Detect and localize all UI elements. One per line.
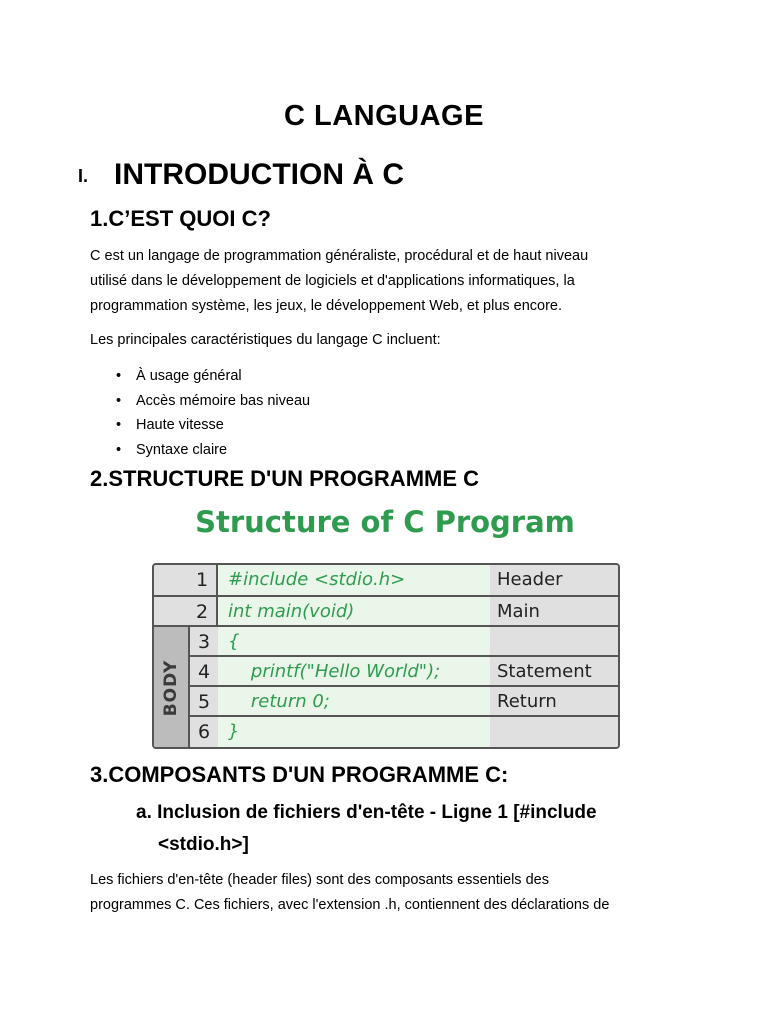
document-title: C LANGUAGE [284, 100, 484, 132]
paragraph-line: C est un langage de programmation généraliste, procédural et de haut niveau [90, 248, 589, 264]
list-item: • À usage général [112, 364, 310, 389]
code-line: int main(void) [218, 597, 500, 627]
line-number: 2 [188, 597, 218, 627]
code-line: } [218, 717, 500, 747]
paragraph-line: programmation système, les jeux, le développement Web, et plus encore. [90, 298, 563, 314]
line-description: Main [490, 597, 620, 627]
table-row [154, 595, 618, 627]
line-description [490, 627, 620, 657]
list-item: • Accès mémoire bas niveau [112, 389, 310, 414]
features-list [112, 364, 310, 462]
component-heading-line: <stdio.h>] [158, 834, 249, 855]
header-files-paragraph [90, 868, 680, 918]
line-number: 1 [188, 565, 218, 595]
table-row [154, 565, 618, 595]
section-number: I. [78, 165, 89, 186]
body-label: BODY [161, 659, 181, 717]
features-intro: Les principales caractéristiques du langage C incluent: [90, 332, 441, 348]
subsection-heading-3: 3.COMPOSANTS D'UN PROGRAMME C: [90, 762, 509, 787]
list-item: • Haute vitesse [112, 413, 310, 438]
program-structure-figure [150, 505, 620, 750]
line-number: 6 [190, 717, 220, 747]
paragraph-line: Les fichiers d'en-tête (header files) sont des composants essentiels des [90, 872, 549, 888]
line-description: Header [490, 565, 620, 595]
table-row [190, 685, 618, 717]
table-row [154, 625, 618, 657]
table-row [190, 715, 618, 747]
component-heading-a [136, 797, 656, 861]
section-title: INTRODUCTION À C [114, 158, 404, 191]
code-structure-table [152, 563, 620, 749]
list-item: • Syntaxe claire [112, 438, 310, 463]
section-heading [78, 158, 404, 192]
line-description: Return [490, 687, 620, 717]
code-line: printf("Hello World"); [218, 657, 500, 687]
intro-paragraph [90, 244, 680, 319]
line-description: Statement [490, 657, 620, 687]
subsection-heading-2: 2.STRUCTURE D'UN PROGRAMME C [90, 466, 480, 491]
code-line: #include <stdio.h> [218, 565, 500, 595]
line-number: 3 [190, 627, 220, 657]
figure-title: Structure of C Program [195, 505, 575, 539]
line-description [490, 717, 620, 747]
line-number: 5 [190, 687, 220, 717]
paragraph-line: utilisé dans le développement de logiciels et d'applications informatiques, la [90, 273, 575, 289]
code-line: { [218, 627, 500, 657]
component-heading-line: a. Inclusion de fichiers d'en-tête - Ligne 1 [#include [136, 802, 597, 823]
paragraph-line: programmes C. Ces fichiers, avec l'extension .h, contiennent des déclarations de [90, 897, 610, 913]
subsection-heading-1: 1.C’EST QUOI C? [90, 206, 271, 231]
table-row [190, 655, 618, 687]
code-line: return 0; [218, 687, 500, 717]
line-number: 4 [190, 657, 220, 687]
